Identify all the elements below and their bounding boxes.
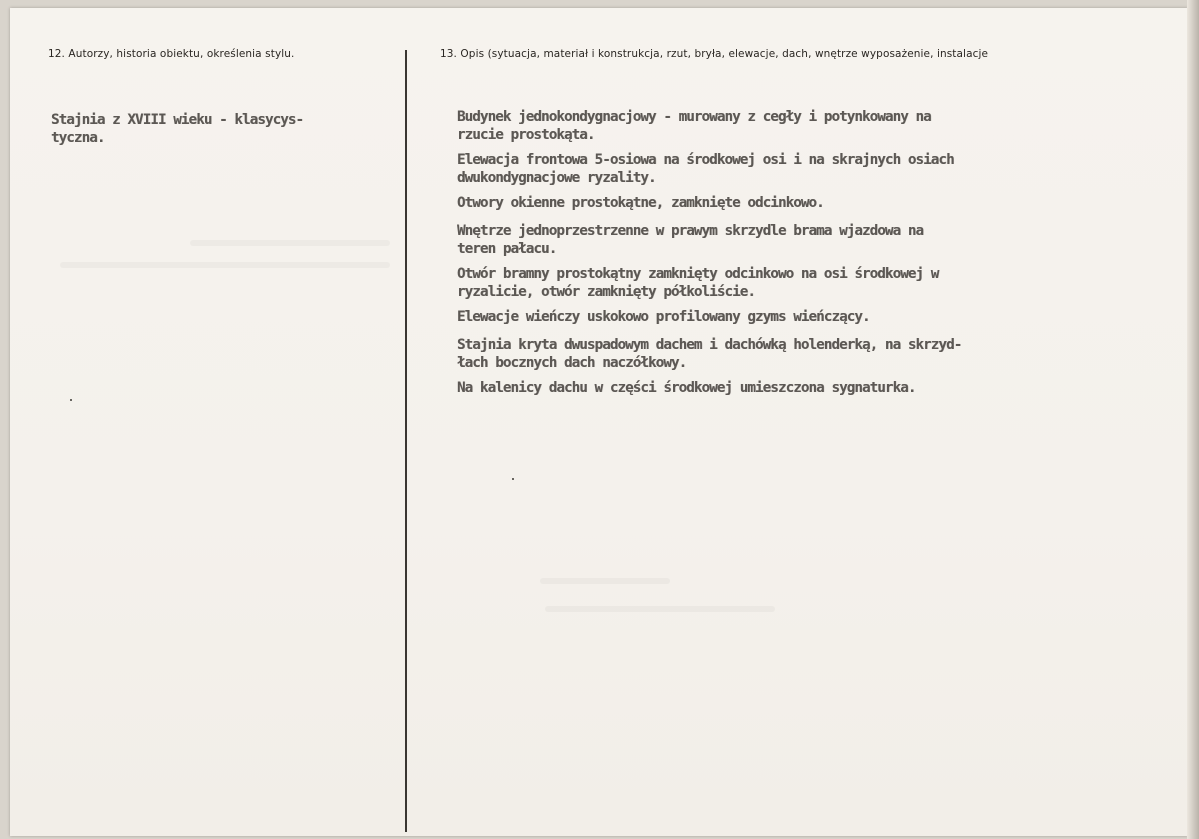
style-description bbox=[51, 111, 391, 147]
description-paragraph bbox=[457, 336, 1157, 372]
description-line: Stajnia kryta dwuspadowym dachem i dachówką holenderką, na skrzyd- bbox=[457, 337, 962, 353]
description-paragraph bbox=[457, 379, 1157, 397]
section-13-header: 13. Opis (sytuacja, materiał i konstrukcja, rzut, bryła, elewacje, dach, wnętrze wyposażenie, instalacje bbox=[440, 48, 989, 60]
description-line: Otwór bramny prostokątny zamknięty odcinkowo na osi środkowej w bbox=[457, 266, 939, 282]
description-paragraph bbox=[457, 222, 1157, 258]
description-line: łach bocznych dach naczółkowy. bbox=[457, 355, 687, 371]
description-paragraph bbox=[457, 194, 1157, 212]
section-12-header: 12. Autorzy, historia obiektu, określenia stylu. bbox=[48, 48, 295, 60]
description-line: ryzalicie, otwór zamknięty półkoliście. bbox=[457, 284, 756, 300]
show-through-mark bbox=[540, 578, 670, 584]
description-paragraph bbox=[457, 308, 1157, 326]
show-through-mark bbox=[190, 240, 390, 246]
show-through-mark bbox=[60, 262, 390, 268]
description-line: Otwory okienne prostokątne, zamknięte odcinkowo. bbox=[457, 195, 824, 211]
page-edge bbox=[1187, 0, 1199, 839]
description-paragraph bbox=[457, 151, 1157, 187]
column-divider bbox=[405, 50, 407, 832]
description-line: Budynek jednokondygnacjowy - murowany z cegły i potynkowany na bbox=[457, 109, 931, 125]
style-line: Stajnia z XVIII wieku - klasycys- bbox=[51, 112, 304, 128]
description-line: Elewacje wieńczy uskokowo profilowany gzyms wieńczący. bbox=[457, 309, 870, 325]
description-line: Wnętrze jednoprzestrzenne w prawym skrzydle brama wjazdowa na bbox=[457, 223, 924, 239]
description-line: Elewacja frontowa 5-osiowa na środkowej osi i na skrajnych osiach bbox=[457, 152, 954, 168]
style-line: tyczna. bbox=[51, 130, 105, 146]
description-paragraph bbox=[457, 108, 1157, 144]
ink-speck bbox=[70, 399, 72, 401]
description-line: teren pałacu. bbox=[457, 241, 557, 257]
description-line: Na kalenicy dachu w części środkowej umieszczona sygnaturka. bbox=[457, 380, 916, 396]
building-description bbox=[457, 108, 1157, 407]
description-line: rzucie prostokąta. bbox=[457, 127, 595, 143]
show-through-mark bbox=[545, 606, 775, 612]
ink-speck bbox=[512, 478, 514, 480]
description-paragraph bbox=[457, 265, 1157, 301]
description-line: dwukondygnacjowe ryzality. bbox=[457, 170, 656, 186]
